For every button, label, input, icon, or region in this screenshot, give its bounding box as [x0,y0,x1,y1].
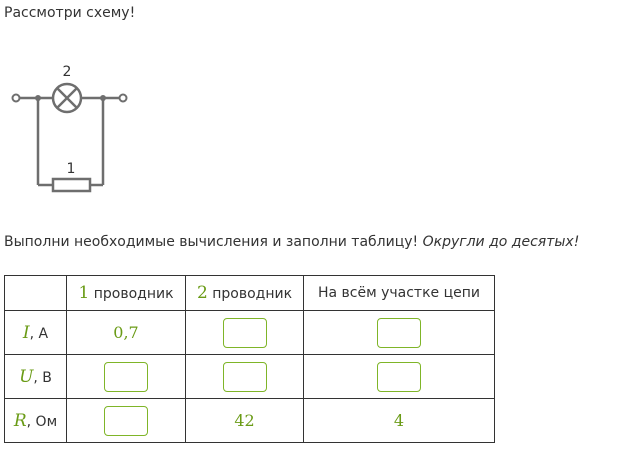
terminal-right [120,95,127,102]
calc-table [4,275,495,443]
cell [304,311,495,355]
lamp-label: 2 [62,64,72,80]
unit-label: , Ом [26,413,58,430]
row-label [5,311,67,355]
intro-text: Рассмотри схему! [4,5,136,21]
circuit-diagram [8,60,138,200]
cell [186,355,304,399]
header-conductor-1 [67,276,186,311]
answer-input-current-total[interactable] [377,318,421,348]
cell [186,399,304,443]
cell [67,355,186,399]
row-label [5,355,67,399]
instruction [4,234,579,250]
header-label: На всём участке цепи [317,285,481,301]
instruction-text: Выполни необходимые вычисления и заполни таблицу! [4,234,419,250]
junction-left [35,95,41,101]
row-resistance [5,399,495,443]
row-label [5,399,67,443]
row-current [5,311,495,355]
header-conductor-2 [186,276,304,311]
value-current-1: 0,7 [113,323,139,342]
symbol-u: U [19,366,34,387]
row-voltage [5,355,495,399]
instruction-emphasis: Округли до десятых! [422,234,580,250]
junction-right [100,95,106,101]
value-resistance-2: 42 [234,411,255,430]
header-corner [5,276,67,311]
symbol-r: R [13,410,27,431]
value-resistance-total: 4 [393,411,405,430]
cell [67,399,186,443]
answer-input-voltage-2[interactable] [223,362,267,392]
cell [304,399,495,443]
unit-label: , В [33,369,52,386]
cell [67,311,186,355]
answer-input-voltage-total[interactable] [377,362,421,392]
resistor-icon [53,179,90,191]
header-whole-circuit [304,276,495,311]
answer-input-resistance-1[interactable] [104,406,148,436]
answer-input-voltage-1[interactable] [104,362,148,392]
unit-label: , A [29,325,49,342]
resistor-label: 1 [66,161,76,177]
header-row [5,276,495,311]
header-number: 2 [196,283,208,303]
cell [304,355,495,399]
terminal-left [13,95,20,102]
symbol-i: I [22,322,30,343]
answer-input-current-2[interactable] [223,318,267,348]
header-number: 1 [78,283,90,303]
lamp-icon [53,84,81,112]
header-label: проводник [212,286,293,302]
header-label: проводник [93,286,174,302]
cell [186,311,304,355]
